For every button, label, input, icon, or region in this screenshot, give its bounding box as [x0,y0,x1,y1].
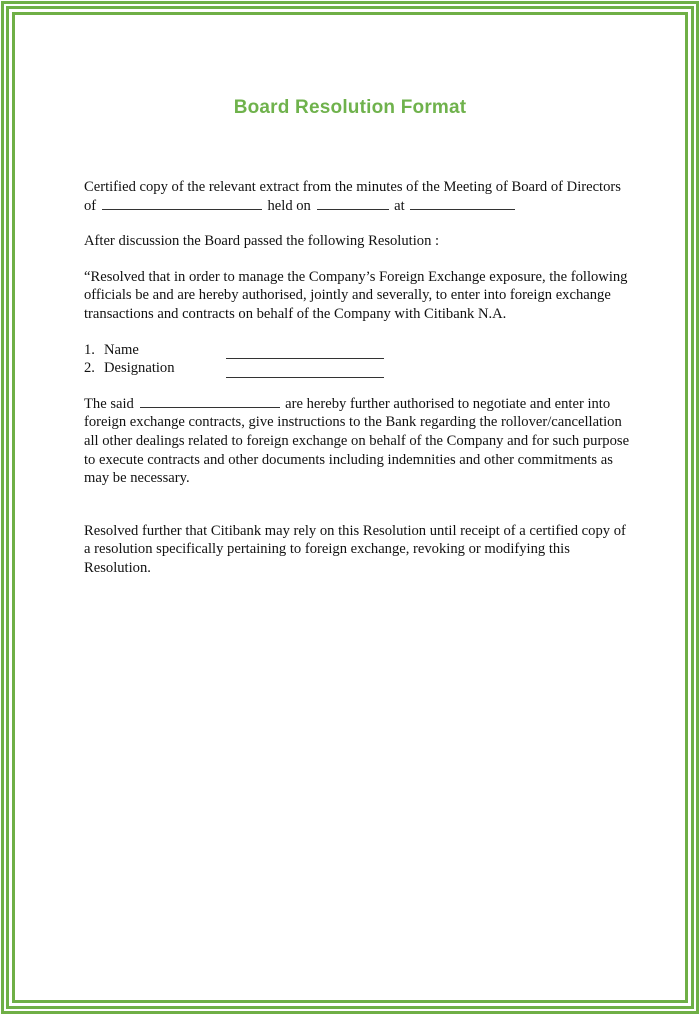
paragraph-resolved-main: “Resolved that in order to manage the Company’s Foreign Exchange exposure, the following officials be and are hereby authorised, jointly and severally, to enter into foreign exchange transactions and contracts on behalf of the Company with Citibank N.A. [84,268,628,322]
blank-board-directors-of[interactable] [102,197,262,210]
blank-held-on-date[interactable] [317,197,389,210]
blank-the-said-officials[interactable] [140,395,280,408]
the-said-prefix-text: The said [84,395,134,412]
officials-list [84,341,632,378]
officials-item-number: 1. [84,341,95,358]
at-label: at [394,197,405,214]
page-title: Board Resolution Format [233,97,467,118]
list-item [84,359,632,378]
paragraph-certified-copy [84,178,632,215]
document-body [16,119,684,578]
certified-intro-text: Certified copy of the relevant extract from the minutes of the Meeting of Board of Directors of [84,179,621,214]
the-said-suffix-text: are hereby further authorised to negotiate and enter into foreign exchange contracts, give instructions to the Bank regarding the rollover/cancellation all other dealings related to foreign exchange on behalf of the Company and for such purpose to execute contracts and other documents including indemnities and other commitments as may be necessary. [84,395,630,487]
list-item [84,341,632,360]
paragraph-resolved-further: Resolved further that Citibank may rely on this Resolution until receipt of a certified copy of a resolution specifically pertaining to foreign exchange, revoking or modifying this Resolution. [84,522,626,576]
paragraph-the-said [84,395,632,488]
officials-item-label: Designation [104,360,175,377]
paragraph-after-discussion: After discussion the Board passed the following Resolution : [84,233,440,250]
document-content [16,16,684,999]
officials-item-label: Name [104,341,139,358]
officials-item-number: 2. [84,360,95,377]
blank-official-designation[interactable] [226,364,384,378]
held-on-label: held on [267,197,311,214]
blank-held-at-place[interactable] [410,197,515,210]
blank-official-name[interactable] [226,345,384,359]
